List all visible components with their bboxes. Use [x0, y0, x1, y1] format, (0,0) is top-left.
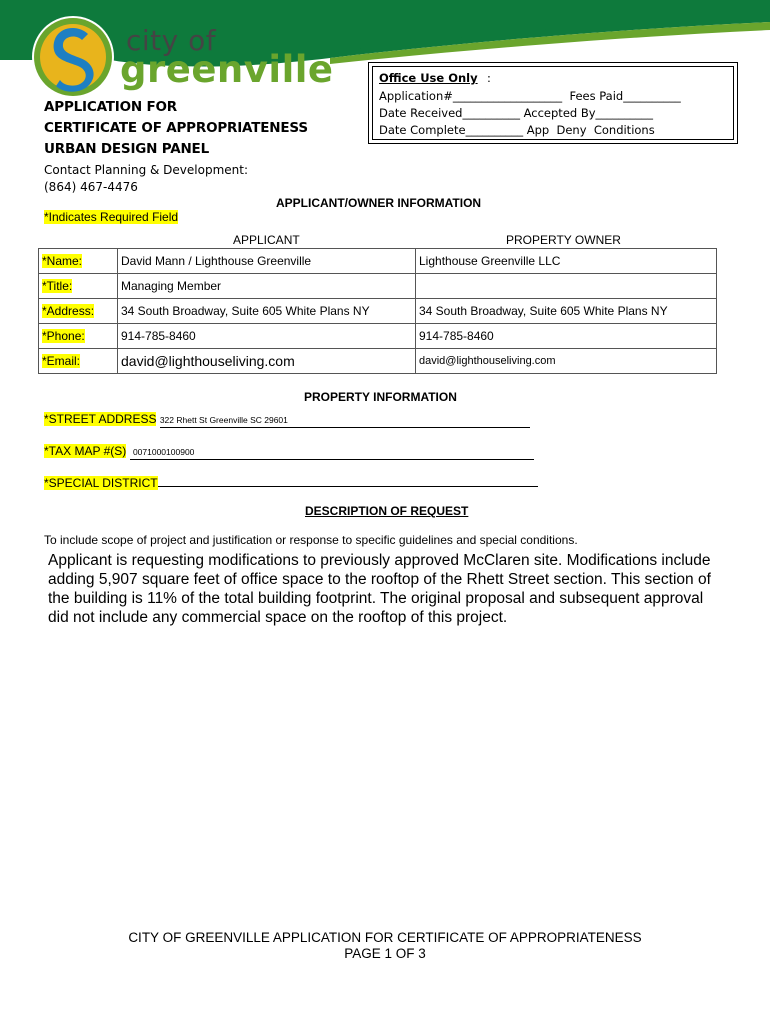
office-use-title: Office Use Only — [379, 71, 478, 85]
special-district-row — [44, 475, 538, 490]
applicant-owner-heading: APPLICANT/OWNER INFORMATION — [276, 196, 482, 210]
table-row-title — [39, 274, 717, 299]
owner-name-field[interactable]: Lighthouse Greenville LLC — [416, 249, 717, 274]
owner-column-header: PROPERTY OWNER — [506, 233, 621, 247]
application-title-line-1: APPLICATION FOR — [44, 99, 177, 115]
applicant-name-field[interactable]: David Mann / Lighthouse Greenville — [118, 249, 416, 274]
description-subtitle: To include scope of project and justification or response to specific guidelines and special conditions. — [44, 533, 578, 547]
table-row-phone — [39, 324, 717, 349]
office-use-colon: : — [487, 71, 491, 85]
footer-title: CITY OF GREENVILLE APPLICATION FOR CERTIFICATE OF APPROPRIATENESS — [128, 930, 642, 945]
email-label: *Email: — [42, 354, 81, 368]
applicant-owner-table — [38, 248, 717, 374]
application-title-line-3: URBAN DESIGN PANEL — [44, 141, 209, 157]
description-body-field[interactable]: Applicant is requesting modifications to previously approved McClaren site. Modifications include adding 5,907 square feet of office space to the rooftop of the Rhett Street section. This section of the building is 11% of the total building footprint. The original proposal and subsequent approval did not include any commercial space on the rooftop of this project. — [48, 552, 711, 626]
logo-city-text: city of — [126, 24, 217, 57]
owner-title-field[interactable] — [416, 274, 717, 299]
owner-phone-field[interactable]: 914-785-8460 — [416, 324, 717, 349]
owner-address-field[interactable]: 34 South Broadway, Suite 605 White Plans NY — [416, 299, 717, 324]
office-use-line-2: Date Received__________ Accepted By__________ — [379, 106, 654, 120]
city-logo-emblem-icon — [30, 14, 116, 100]
special-district-label: *SPECIAL DISTRICT — [44, 476, 158, 490]
tax-map-field[interactable]: 0071000100900 — [132, 447, 195, 457]
application-title-line-2: CERTIFICATE OF APPROPRIATENESS — [44, 120, 308, 136]
description-heading: DESCRIPTION OF REQUEST — [305, 504, 469, 518]
table-row-email — [39, 349, 717, 374]
office-use-line-3: Date Complete__________ App Deny Conditions — [379, 123, 655, 137]
applicant-phone-field[interactable]: 914-785-8460 — [118, 324, 416, 349]
footer-page-number: PAGE 1 OF 3 — [344, 946, 426, 961]
street-address-row — [44, 412, 530, 428]
contact-label: Contact Planning & Development: — [44, 163, 249, 177]
tax-map-row — [44, 444, 534, 460]
tax-map-label: *TAX MAP #(S) — [44, 444, 127, 458]
table-row-name — [39, 249, 717, 274]
table-row-address — [39, 299, 717, 324]
applicant-email-field[interactable]: david@lighthouseliving.com — [118, 349, 416, 374]
title-label: *Title: — [42, 279, 73, 293]
phone-label: *Phone: — [42, 329, 85, 343]
applicant-column-header: APPLICANT — [233, 233, 300, 247]
required-field-note: *Indicates Required Field — [44, 210, 179, 224]
name-label: *Name: — [42, 254, 83, 268]
contact-phone: (864) 467-4476 — [44, 180, 138, 194]
office-use-line-1: Application#___________________ Fees Paid__________ — [379, 89, 681, 103]
applicant-title-field[interactable]: Managing Member — [118, 274, 416, 299]
applicant-address-field[interactable]: 34 South Broadway, Suite 605 White Plans NY — [118, 299, 416, 324]
property-info-heading: PROPERTY INFORMATION — [304, 390, 457, 404]
address-label: *Address: — [42, 304, 95, 318]
logo-greenville-text: greenville — [120, 48, 334, 91]
owner-email-field[interactable]: david@lighthouseliving.com — [416, 349, 717, 374]
street-address-field[interactable]: 322 Rhett St Greenville SC 29601 — [159, 415, 288, 425]
street-address-label: *STREET ADDRESS — [44, 412, 157, 426]
